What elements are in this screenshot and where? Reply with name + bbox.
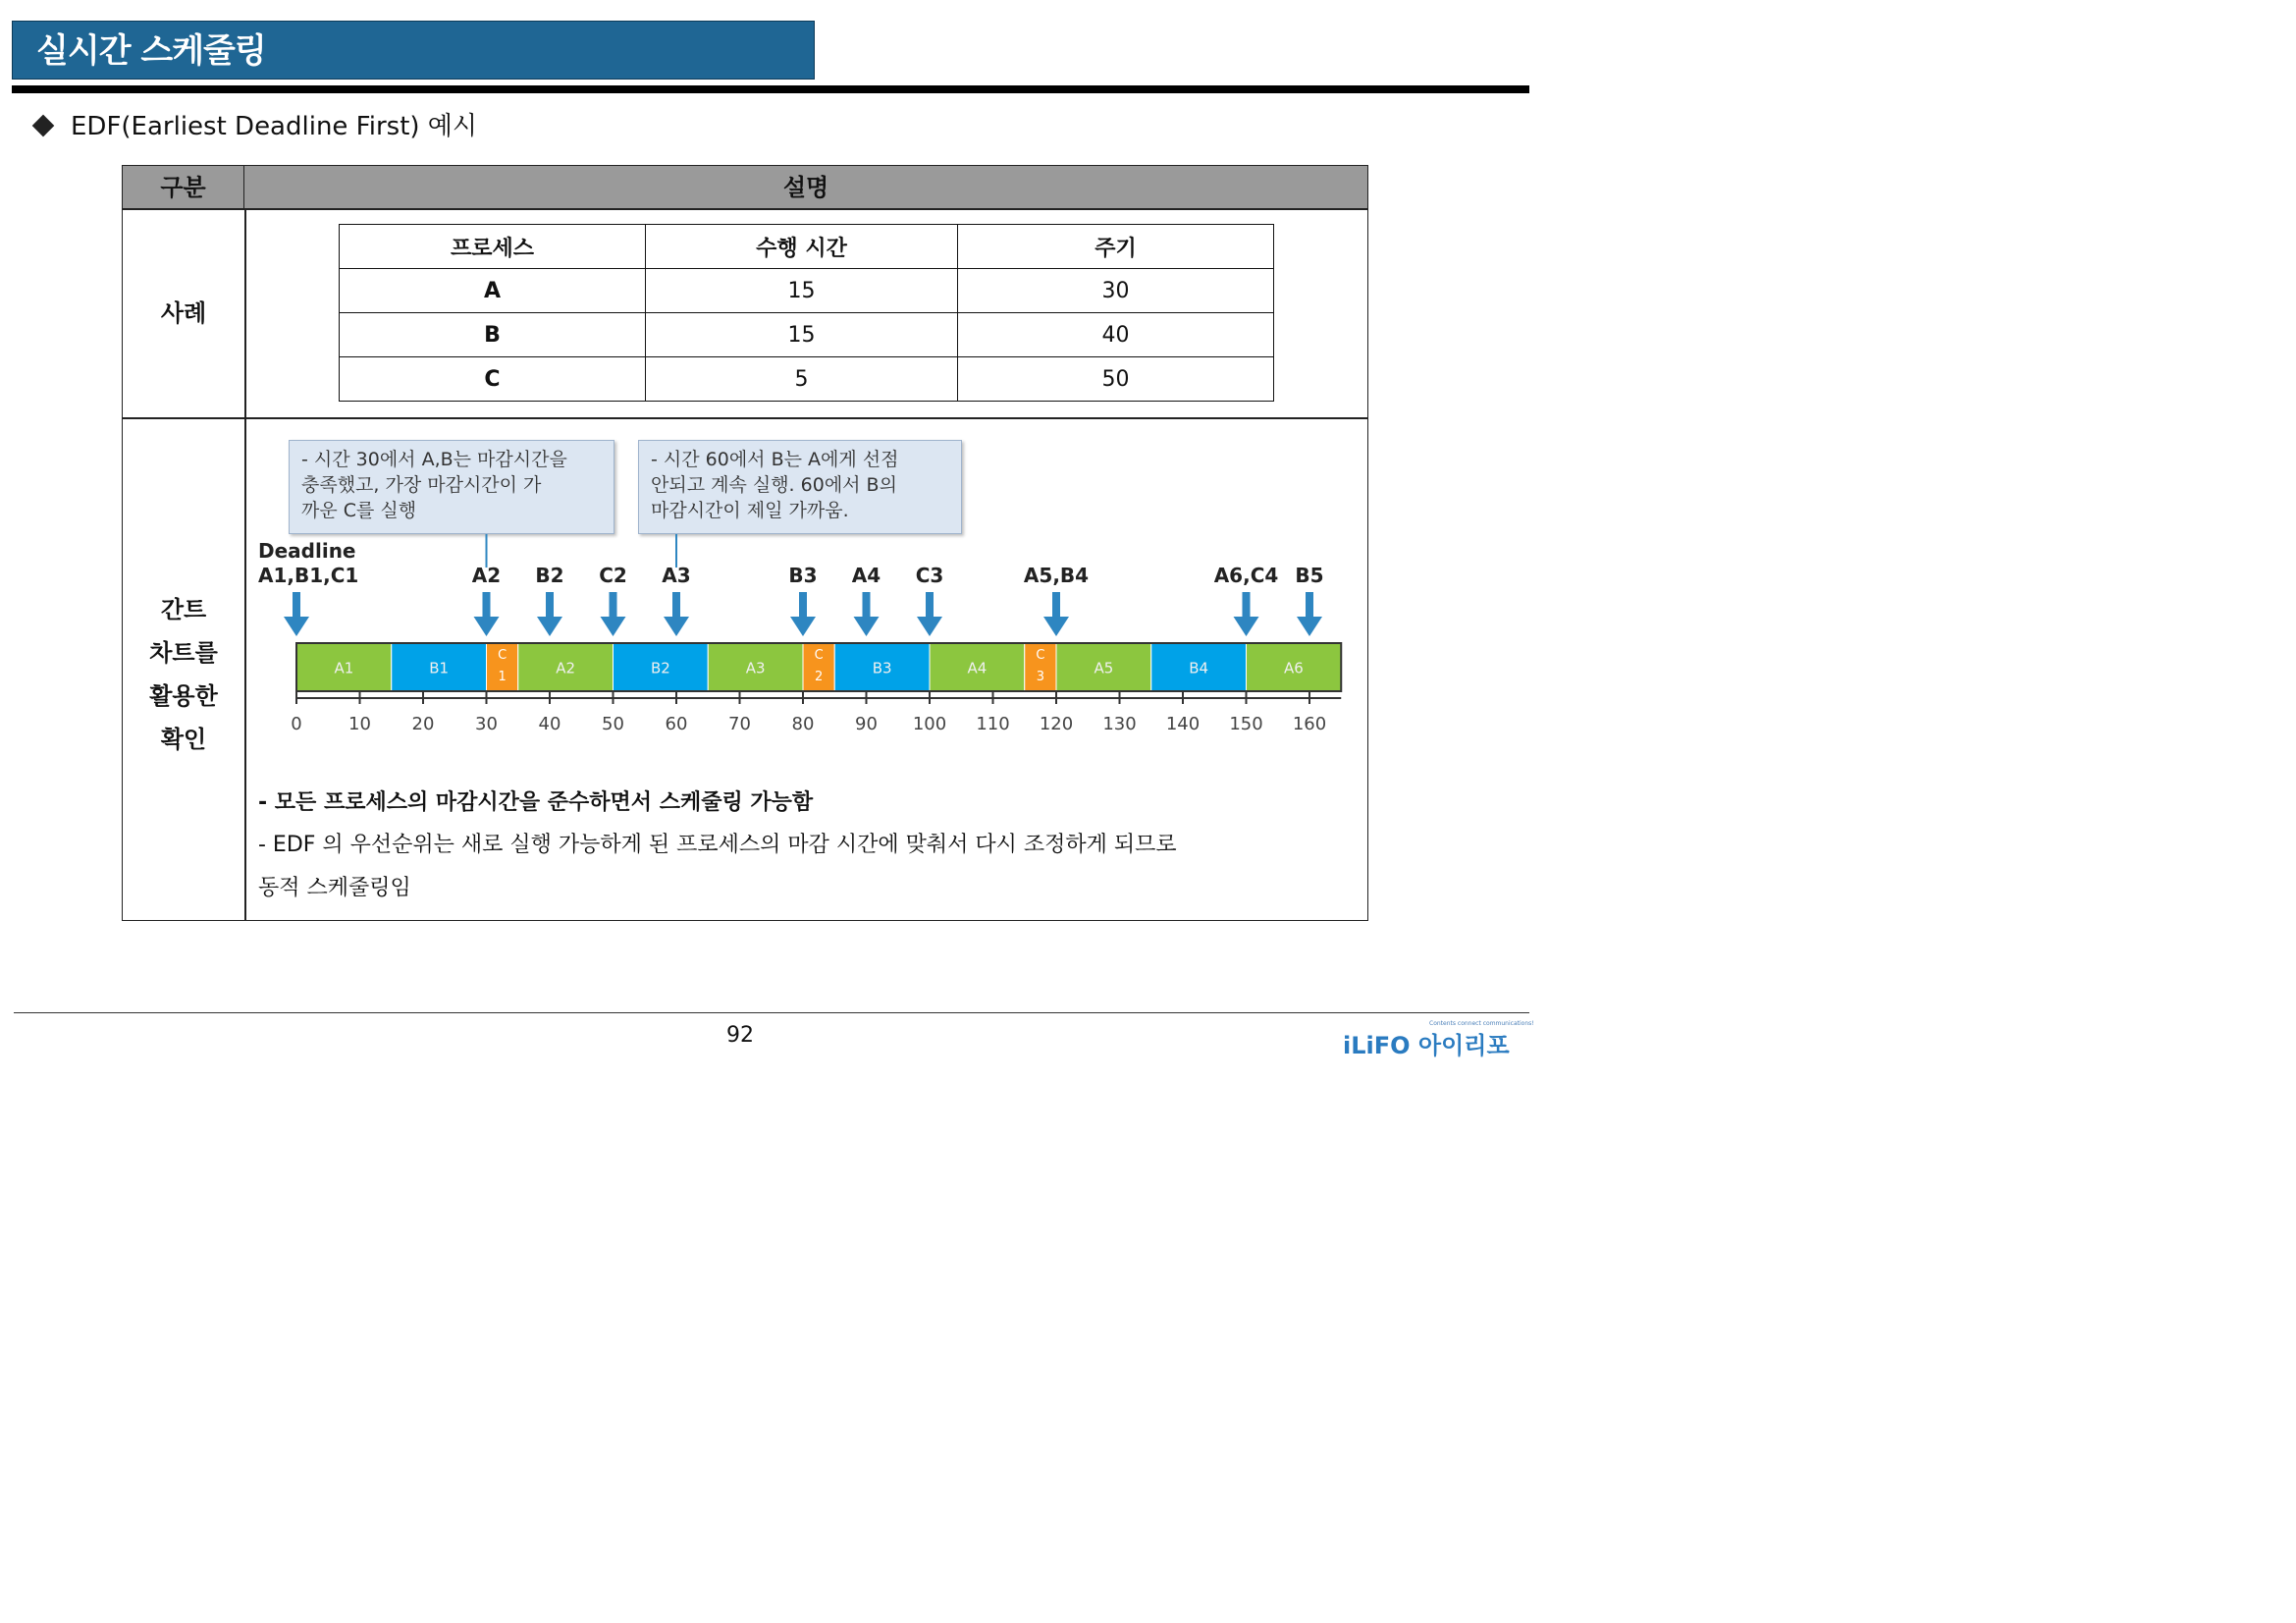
deadline-arrow-shaft bbox=[926, 592, 934, 618]
deadline-label: B3 bbox=[788, 564, 818, 587]
row-label-line: 활용한 bbox=[149, 682, 218, 710]
deadline-label: B2 bbox=[535, 564, 564, 587]
gantt-chart bbox=[0, 0, 1539, 785]
deadline-arrow-icon bbox=[1297, 617, 1322, 636]
gantt-block-label: A1 bbox=[334, 659, 354, 677]
deadline-arrow-shaft bbox=[672, 592, 680, 618]
callout-line: 충족했고, 가장 마감시간이 가 bbox=[301, 474, 542, 496]
gantt-block-label: 1 bbox=[498, 670, 507, 684]
gantt-block-label: C bbox=[498, 648, 507, 663]
conclusion-bold: - 모든 프로세스의 마감시간을 준수하면서 스케줄링 가능함 bbox=[258, 790, 814, 815]
gantt-block-label: B1 bbox=[429, 659, 450, 677]
cell-process: A bbox=[340, 269, 646, 313]
callout-line: - 시간 60에서 B는 A에게 선점 bbox=[651, 449, 899, 470]
deadline-arrow-shaft bbox=[1052, 592, 1060, 618]
time-axis-label: 60 bbox=[665, 714, 688, 734]
deadline-arrow-icon bbox=[854, 617, 880, 636]
gantt-block-label: 2 bbox=[814, 670, 824, 684]
deadline-arrow-shaft bbox=[799, 592, 807, 618]
deadline-label: A6,C4 bbox=[1213, 564, 1279, 587]
page-title: 실시간 스케줄링 bbox=[12, 21, 815, 80]
cell-period: 40 bbox=[958, 313, 1274, 357]
section-heading-text: EDF(Earliest Deadline First) 예시 bbox=[71, 112, 478, 141]
deadline-arrow-icon bbox=[664, 617, 689, 636]
cell-process: C bbox=[340, 357, 646, 402]
deadline-label: A3 bbox=[662, 564, 691, 587]
gantt-block-label: C bbox=[814, 648, 824, 663]
col-header-process: 프로세스 bbox=[340, 225, 646, 269]
cell-period: 30 bbox=[958, 269, 1274, 313]
deadline-arrow-shaft bbox=[1243, 592, 1251, 618]
deadline-label: C3 bbox=[915, 564, 944, 587]
callout-line: 마감시간이 제일 가까움. bbox=[651, 500, 849, 521]
cell-exec-time: 15 bbox=[646, 269, 958, 313]
cell-process: B bbox=[340, 313, 646, 357]
time-axis-label: 150 bbox=[1229, 714, 1263, 734]
gantt-block-label: A4 bbox=[967, 659, 988, 677]
deadline-title: Deadline bbox=[258, 539, 356, 563]
deadline-label: B5 bbox=[1295, 564, 1324, 587]
cell-exec-time: 15 bbox=[646, 313, 958, 357]
deadline-arrow-icon bbox=[284, 617, 309, 636]
deadline-arrow-shaft bbox=[863, 592, 871, 618]
callout-line: 까운 C를 실행 bbox=[301, 500, 417, 521]
time-axis-label: 50 bbox=[602, 714, 624, 734]
conclusion-line-1: - EDF 의 우선순위는 새로 실행 가능하게 된 프로세스의 마감 시간에 맞춰서 다시 조정하게 되므로 bbox=[258, 833, 1177, 857]
row-label-line: 확인 bbox=[160, 726, 207, 753]
time-axis-label: 160 bbox=[1292, 714, 1327, 734]
gantt-block-label: B2 bbox=[650, 659, 670, 677]
conclusion-line-2: 동적 스케줄링임 bbox=[258, 876, 411, 900]
time-axis-label: 100 bbox=[912, 714, 947, 734]
deadline-label: A1,B1,C1 bbox=[258, 564, 359, 587]
gantt-block-label: A2 bbox=[556, 659, 576, 677]
time-axis-label: 30 bbox=[475, 714, 498, 734]
deadline-arrow-shaft bbox=[546, 592, 554, 618]
gantt-block-label: A5 bbox=[1094, 659, 1114, 677]
deadline-label: C2 bbox=[599, 564, 627, 587]
time-axis-label: 20 bbox=[411, 714, 435, 734]
page-number: 92 bbox=[726, 1023, 754, 1048]
gantt-block-label: 3 bbox=[1036, 670, 1045, 684]
row-label-example: 사례 bbox=[160, 299, 207, 327]
deadline-label: A5,B4 bbox=[1023, 564, 1090, 587]
deadline-arrow-icon bbox=[537, 617, 562, 636]
gantt-block-label: A3 bbox=[745, 659, 766, 677]
deadline-arrow-icon bbox=[1043, 617, 1069, 636]
deadline-arrow-icon bbox=[1234, 617, 1259, 636]
time-axis-label: 110 bbox=[976, 714, 1010, 734]
row-label-line: 간트 bbox=[160, 596, 207, 623]
gantt-block-label: C bbox=[1036, 648, 1045, 663]
deadline-arrow-icon bbox=[790, 617, 816, 636]
footer-divider bbox=[14, 1012, 1529, 1013]
cell-period: 50 bbox=[958, 357, 1274, 402]
time-axis-label: 80 bbox=[791, 714, 815, 734]
deadline-arrow-shaft bbox=[1306, 592, 1313, 618]
deadline-arrow-shaft bbox=[610, 592, 617, 618]
gantt-block-label: B3 bbox=[872, 659, 892, 677]
deadline-arrow-shaft bbox=[483, 592, 491, 618]
gantt-block-label: A6 bbox=[1283, 659, 1304, 677]
cell-exec-time: 5 bbox=[646, 357, 958, 402]
logo-wordmark: iLiFO 아이리포 bbox=[1343, 1032, 1510, 1059]
header-description: 설명 bbox=[782, 174, 829, 201]
deadline-arrow-icon bbox=[601, 617, 626, 636]
deadline-label: A2 bbox=[471, 564, 502, 587]
callout-line: - 시간 30에서 A,B는 마감시간을 bbox=[301, 449, 567, 470]
col-header-exec-time: 수행 시간 bbox=[646, 225, 958, 269]
deadline-arrow-icon bbox=[474, 617, 500, 636]
time-axis-label: 10 bbox=[348, 714, 371, 734]
deadline-arrow-shaft bbox=[293, 592, 300, 618]
time-axis-label: 130 bbox=[1102, 714, 1137, 734]
callout-line: 안되고 계속 실행. 60에서 B의 bbox=[651, 474, 897, 496]
logo-tagline: Contents connect communications! bbox=[1429, 1020, 1534, 1027]
time-axis-label: 0 bbox=[291, 714, 302, 734]
col-header-period: 주기 bbox=[958, 225, 1274, 269]
deadline-arrow-icon bbox=[917, 617, 942, 636]
gantt-block-label: B4 bbox=[1189, 659, 1209, 677]
time-axis-label: 70 bbox=[728, 714, 751, 734]
time-axis-label: 90 bbox=[855, 714, 878, 734]
time-axis-label: 40 bbox=[538, 714, 561, 734]
header-category: 구분 bbox=[123, 166, 244, 210]
time-axis-label: 120 bbox=[1039, 714, 1074, 734]
time-axis-label: 140 bbox=[1165, 714, 1201, 734]
brand-logo bbox=[1343, 1020, 1534, 1060]
row-label-line: 차트를 bbox=[149, 639, 218, 667]
deadline-label: A4 bbox=[851, 564, 881, 587]
